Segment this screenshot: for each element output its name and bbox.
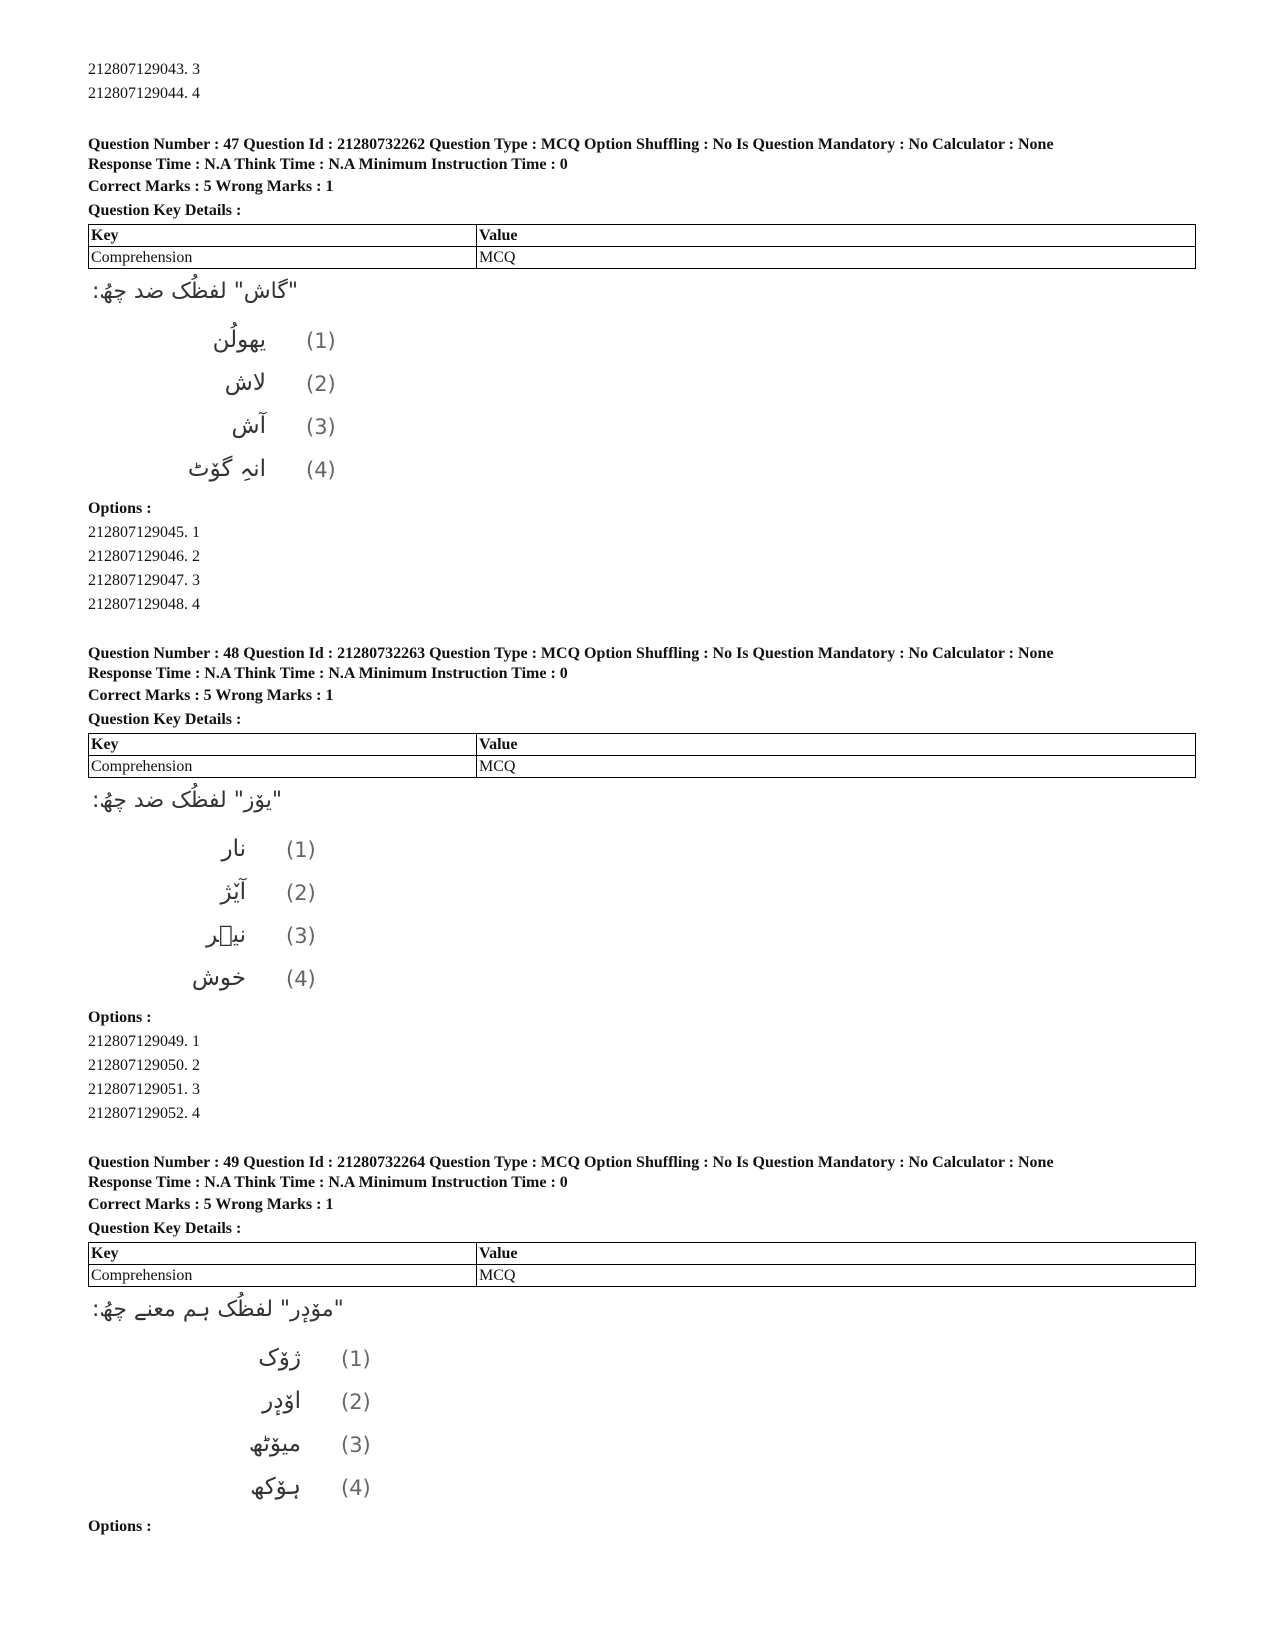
question-timing-line: Response Time : N.A Think Time : N.A Minimum Instruction Time : 0 [88,1174,568,1191]
choice-word: نار [221,836,246,862]
choice-word: ہوٚکھ [250,1474,301,1500]
choice-number: (3) [306,415,336,439]
choice-word: نیٖر [206,922,246,948]
key-cell: Comprehension [89,756,477,778]
choice-number: (4) [306,458,336,482]
marks-line: Correct Marks : 5 Wrong Marks : 1 [88,1196,334,1213]
choice-number: (2) [341,1390,371,1414]
question-timing-line: Response Time : N.A Think Time : N.A Minimum Instruction Time : 0 [88,156,568,173]
choice-4 [88,452,338,492]
marks-line: Correct Marks : 5 Wrong Marks : 1 [88,178,334,195]
choice-word: آیٚژ [220,879,246,905]
choice-1 [88,1341,373,1381]
choice-number: (1) [341,1347,371,1371]
value-cell: MCQ [477,1265,1196,1287]
question-image [88,269,1198,497]
key-cell: Comprehension [89,1265,477,1287]
option-line: 212807129046. 2 [88,548,200,565]
choice-word: خوش [191,965,246,991]
choice-word: آش [231,413,266,439]
choice-3 [88,918,318,958]
choice-1 [88,832,318,872]
key-header: Key [89,225,477,247]
choice-2 [88,366,338,406]
value-cell: MCQ [477,756,1196,778]
question-meta-line: Question Number : 47 Question Id : 21280732262 Question Type : MCQ Option Shuffling : No Is Question Mandatory : No Calculator : None [88,136,1054,153]
question-image [88,778,1198,1006]
question-block-47 [88,135,1198,617]
option-line: 212807129049. 1 [88,1033,200,1050]
question-timing-line: Response Time : N.A Think Time : N.A Minimum Instruction Time : 0 [88,665,568,682]
choice-word: اوٚدٕر [262,1388,301,1414]
option-line: 212807129047. 3 [88,572,200,589]
question-header [88,135,1198,175]
option-line: 212807129043. 3 [88,61,200,78]
choice-4 [88,961,318,1001]
choice-word: یھولُن [212,327,266,353]
key-header: Key [89,734,477,756]
option-line: 212807129050. 2 [88,1057,200,1074]
value-header: Value [477,225,1196,247]
option-line: 212807129044. 4 [88,85,200,102]
options-label: Options : [88,500,152,517]
question-image [88,1287,1198,1515]
choice-number: (3) [341,1433,371,1457]
choice-number: (2) [306,372,336,396]
choice-2 [88,1384,373,1424]
choice-4 [88,1470,373,1510]
choice-word: انہِ گوٚٹ [187,456,266,482]
value-cell: MCQ [477,247,1196,269]
option-line: 212807129048. 4 [88,596,200,613]
key-cell: Comprehension [89,247,477,269]
document-page [88,58,1198,1539]
key-details-label: Question Key Details : [88,1220,242,1237]
question-meta-line: Question Number : 49 Question Id : 21280732264 Question Type : MCQ Option Shuffling : No Is Question Mandatory : No Calculator : None [88,1154,1054,1171]
options-label: Options : [88,1009,152,1026]
question-header [88,644,1198,684]
options-label: Options : [88,1518,152,1535]
choice-1 [88,323,338,363]
key-details-label: Question Key Details : [88,711,242,728]
question-block-48 [88,644,1198,1126]
question-stem: "گاش" لفظُک ضد چھُ: [92,279,298,304]
value-header: Value [477,1243,1196,1265]
choice-2 [88,875,318,915]
value-header: Value [477,734,1196,756]
choice-number: (4) [286,967,316,991]
key-header: Key [89,1243,477,1265]
option-line: 212807129045. 1 [88,524,200,541]
choice-number: (1) [286,838,316,862]
question-stem: "موٚدٕر" لفظُک ہم معنے چھُ: [92,1297,344,1322]
key-details-table [88,733,1196,778]
choice-word: ژوٚک [258,1345,301,1371]
question-meta-line: Question Number : 48 Question Id : 21280732263 Question Type : MCQ Option Shuffling : No Is Question Mandatory : No Calculator : None [88,645,1054,662]
question-header [88,1153,1198,1193]
marks-line: Correct Marks : 5 Wrong Marks : 1 [88,687,334,704]
option-line: 212807129052. 4 [88,1105,200,1122]
key-details-table [88,1242,1196,1287]
previous-options [88,58,1198,106]
key-details-table [88,224,1196,269]
choice-word: میوٚٹھ [248,1431,301,1457]
choice-number: (1) [306,329,336,353]
question-block-49 [88,1153,1198,1539]
choice-3 [88,409,338,449]
choice-number: (4) [341,1476,371,1500]
question-stem: "یوٚز" لفظُک ضد چھُ: [92,788,283,813]
key-details-label: Question Key Details : [88,202,242,219]
choice-number: (2) [286,881,316,905]
option-line: 212807129051. 3 [88,1081,200,1098]
choice-number: (3) [286,924,316,948]
choice-word: لاش [224,370,266,396]
choice-3 [88,1427,373,1467]
